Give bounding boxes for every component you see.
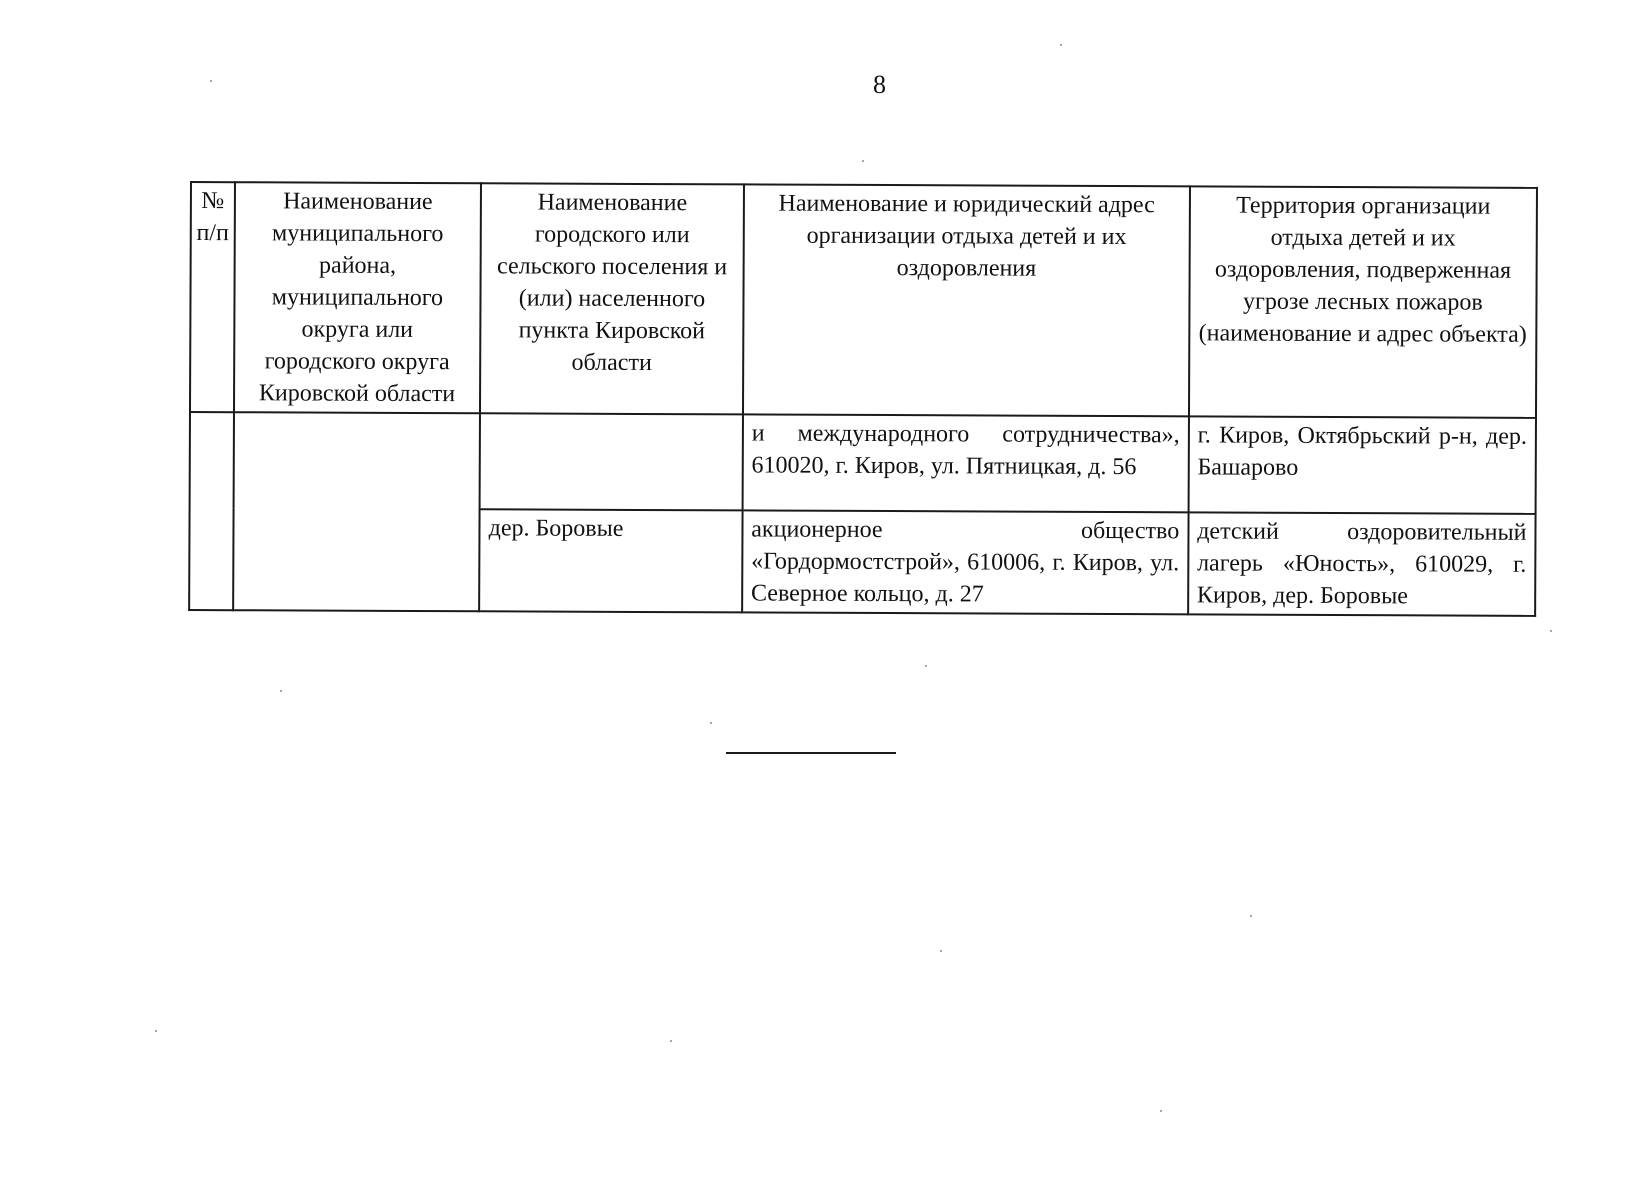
table-header-row xyxy=(190,182,1537,418)
header-settlement: Наименование городского или сельского поселения и (или) населенного пункта Кировской области xyxy=(480,183,744,414)
page-number: 8 xyxy=(873,70,886,99)
scan-speck xyxy=(862,160,864,162)
header-organization: Наименование и юридический адрес организации отдыха детей и их оздоровления xyxy=(743,184,1190,416)
scan-speck xyxy=(1550,630,1552,632)
scan-speck xyxy=(210,80,212,82)
cell-territory: детский оздоровительный лагерь «Юность», 610029, г. Киров, дер. Боровые xyxy=(1188,512,1536,616)
cell-organization: и международного сотрудничества», 610020, г. Киров, ул. Пятницкая, д. 56 xyxy=(742,414,1188,512)
cell-settlement: дер. Боровые xyxy=(479,509,742,612)
table-row xyxy=(190,412,1536,514)
cell-organization: акционерное общество «Гордормостстрой», 610006, г. Киров, ул. Северное кольцо, д. 27 xyxy=(742,510,1188,614)
scan-speck xyxy=(1160,1110,1162,1112)
scan-speck xyxy=(940,950,942,952)
scan-speck xyxy=(670,1040,672,1042)
header-district: Наименование муниципального района, муниципального округа или городского округа Кировской области xyxy=(234,182,481,413)
end-rule xyxy=(726,752,896,754)
header-number: № п/п xyxy=(190,182,235,412)
scan-speck xyxy=(280,690,282,692)
cell-settlement xyxy=(480,413,743,510)
scan-speck xyxy=(925,665,927,667)
document-table xyxy=(188,181,1538,617)
scan-speck xyxy=(1250,915,1252,917)
header-territory: Территория организации отдыха детей и их оздоровления, подверженная угрозе лесных пожаров (наименование и адрес объекта) xyxy=(1189,186,1537,418)
scan-speck xyxy=(710,722,712,724)
cell-territory: г. Киров, Октябрьский р-н, дер. Башарово xyxy=(1188,416,1536,514)
scan-speck xyxy=(1060,44,1062,46)
cell-number xyxy=(189,412,234,610)
cell-district xyxy=(233,412,480,611)
scan-speck xyxy=(155,1030,157,1032)
